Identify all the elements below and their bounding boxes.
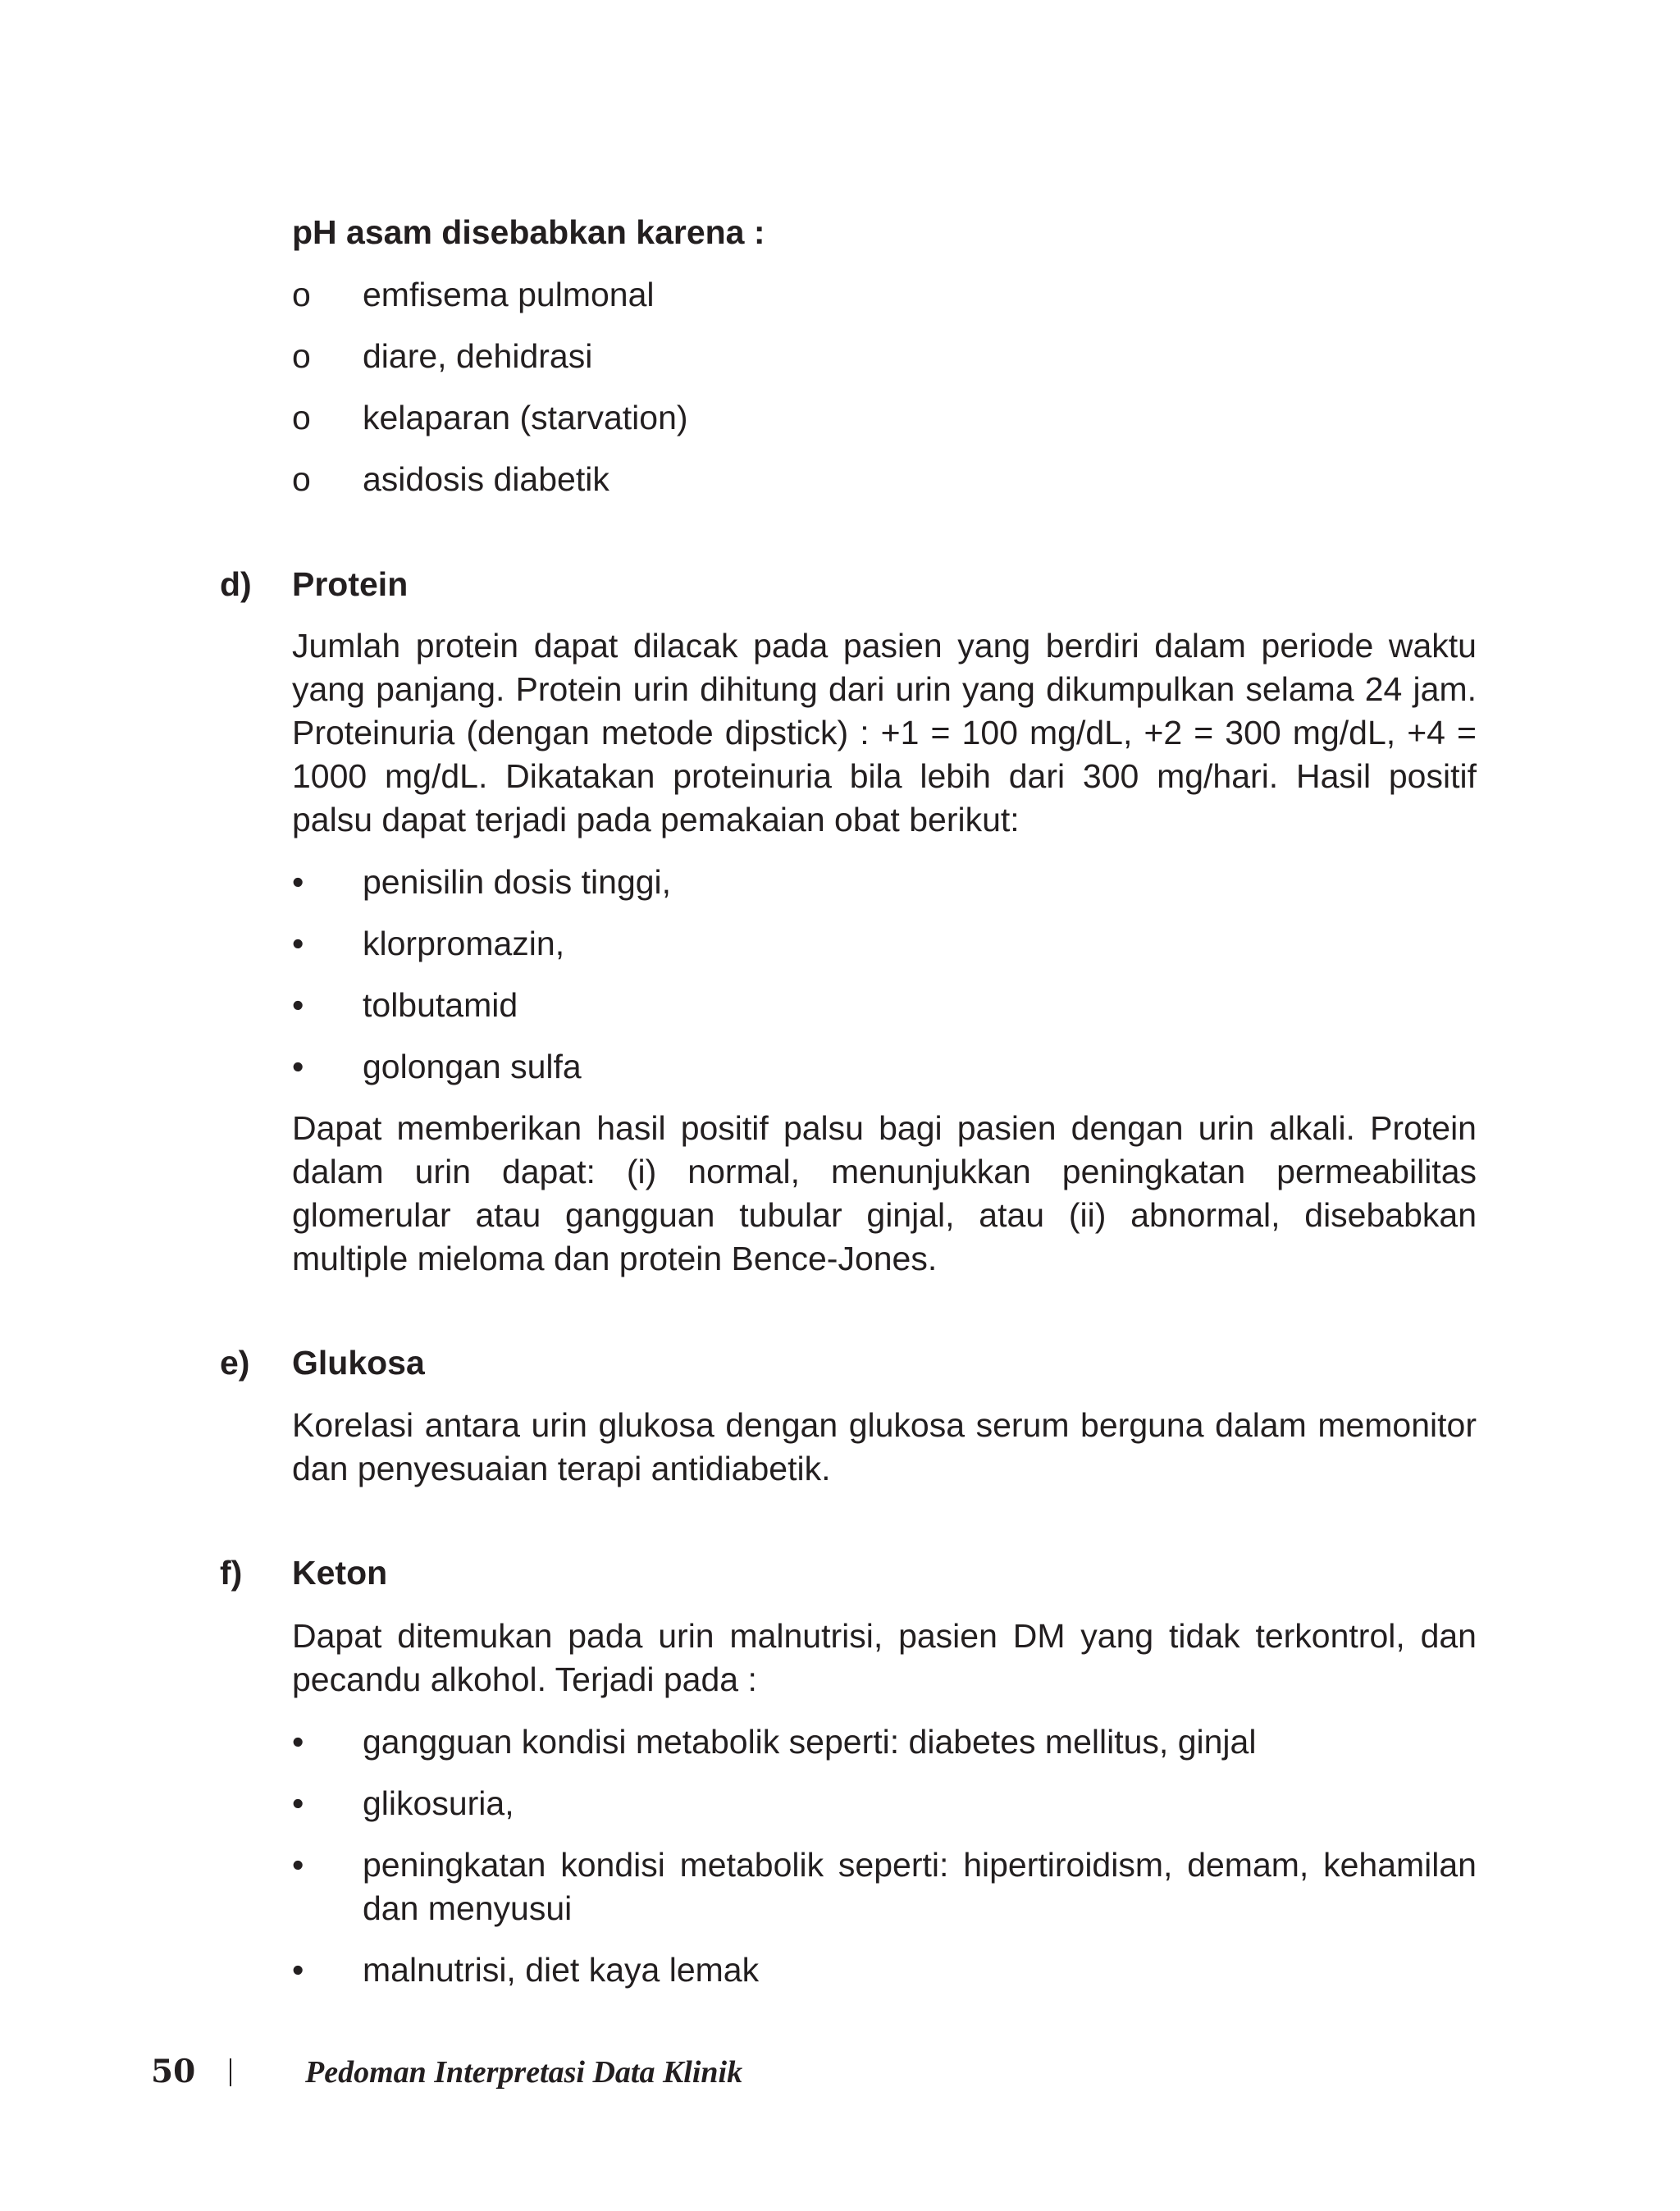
list-item-text: peningkatan kondisi metabolik seperti: hipertiroidism, demam, kehamilan dan menyusui <box>363 1846 1477 1927</box>
list-item-text: klorpromazin, <box>363 925 565 962</box>
bullet: • <box>292 986 304 1024</box>
section-letter-e: e) <box>220 1344 250 1382</box>
footer-divider <box>230 2058 231 2086</box>
bullet: • <box>292 1723 304 1761</box>
book-title: Pedoman Interpretasi Data Klinik <box>305 2055 743 2090</box>
list-item <box>292 1720 1477 1782</box>
keton-paragraph: Dapat ditemukan pada urin malnutrisi, pasien DM yang tidak terkontrol, dan pecandu alkohol. Terjadi pada : <box>292 1617 1477 1698</box>
bullet: • <box>292 1784 304 1822</box>
section-title-keton: Keton <box>292 1554 388 1592</box>
circle-bullet: o <box>292 337 311 375</box>
protein-list <box>292 861 1477 1107</box>
list-item-text: golongan sulfa <box>363 1048 582 1085</box>
list-item-text: diare, dehidrasi <box>363 337 593 375</box>
list-item-text: kelaparan (starvation) <box>363 399 688 436</box>
list-item <box>292 1045 1477 1107</box>
list-item <box>292 458 1477 519</box>
bullet: • <box>292 925 304 962</box>
list-item-text: malnutrisi, diet kaya lemak <box>363 1951 760 1989</box>
section-title-protein: Protein <box>292 565 409 603</box>
list-item-text: asidosis diabetik <box>363 460 609 498</box>
list-item-text: glikosuria, <box>363 1784 514 1822</box>
ph-heading: pH asam disebabkan karena : <box>292 213 765 251</box>
bullet: • <box>292 863 304 901</box>
page-footer <box>0 2049 1680 2098</box>
circle-bullet: o <box>292 276 311 313</box>
circle-bullet: o <box>292 460 311 498</box>
ph-list <box>292 273 1477 519</box>
section-letter-d: d) <box>220 565 252 603</box>
protein-paragraph-1: Jumlah protein dapat dilacak pada pasien yang berdiri dalam periode waktu yang panjang. Protein urin dihitung dari urin yang dikumpulkan selama 24 jam. Proteinuria (dengan metode dipstick) : +1 = 100 mg/dL, +2 = 300 mg/dL, +4 = 1000 mg/dL. Dikatakan proteinuria bila lebih dari 300 mg/hari. Hasil positif palsu dapat terjadi pada pemakaian obat berikut: <box>292 627 1477 838</box>
bullet: • <box>292 1951 304 1989</box>
bullet: • <box>292 1048 304 1085</box>
protein-paragraph-2: Dapat memberikan hasil positif palsu bagi pasien dengan urin alkali. Protein dalam urin dapat: (i) normal, menunjukkan peningkatan permeabilitas glomerular atau gangguan tubular ginjal, atau (ii) abnormal, disebabkan multiple mieloma dan protein Bence-Jones. <box>292 1109 1477 1277</box>
list-item <box>292 861 1477 922</box>
list-item-text: tolbutamid <box>363 986 518 1024</box>
list-item <box>292 1782 1477 1843</box>
list-item <box>292 273 1477 335</box>
section-letter-f: f) <box>220 1554 243 1592</box>
glukosa-paragraph: Korelasi antara urin glukosa dengan glukosa serum berguna dalam memonitor dan penyesuaian terapi antidiabetik. <box>292 1406 1477 1487</box>
list-item-text: emfisema pulmonal <box>363 276 655 313</box>
circle-bullet: o <box>292 399 311 436</box>
list-item <box>292 1843 1477 1948</box>
list-item <box>292 1948 1477 2010</box>
bullet: • <box>292 1846 304 1884</box>
list-item <box>292 335 1477 396</box>
list-item <box>292 922 1477 984</box>
keton-list <box>292 1720 1477 2010</box>
list-item <box>292 984 1477 1045</box>
page-number: 50 <box>151 2053 196 2090</box>
section-title-glukosa: Glukosa <box>292 1344 425 1382</box>
list-item-text: penisilin dosis tinggi, <box>363 863 672 901</box>
list-item <box>292 396 1477 458</box>
list-item-text: gangguan kondisi metabolik seperti: diabetes mellitus, ginjal <box>363 1723 1257 1761</box>
